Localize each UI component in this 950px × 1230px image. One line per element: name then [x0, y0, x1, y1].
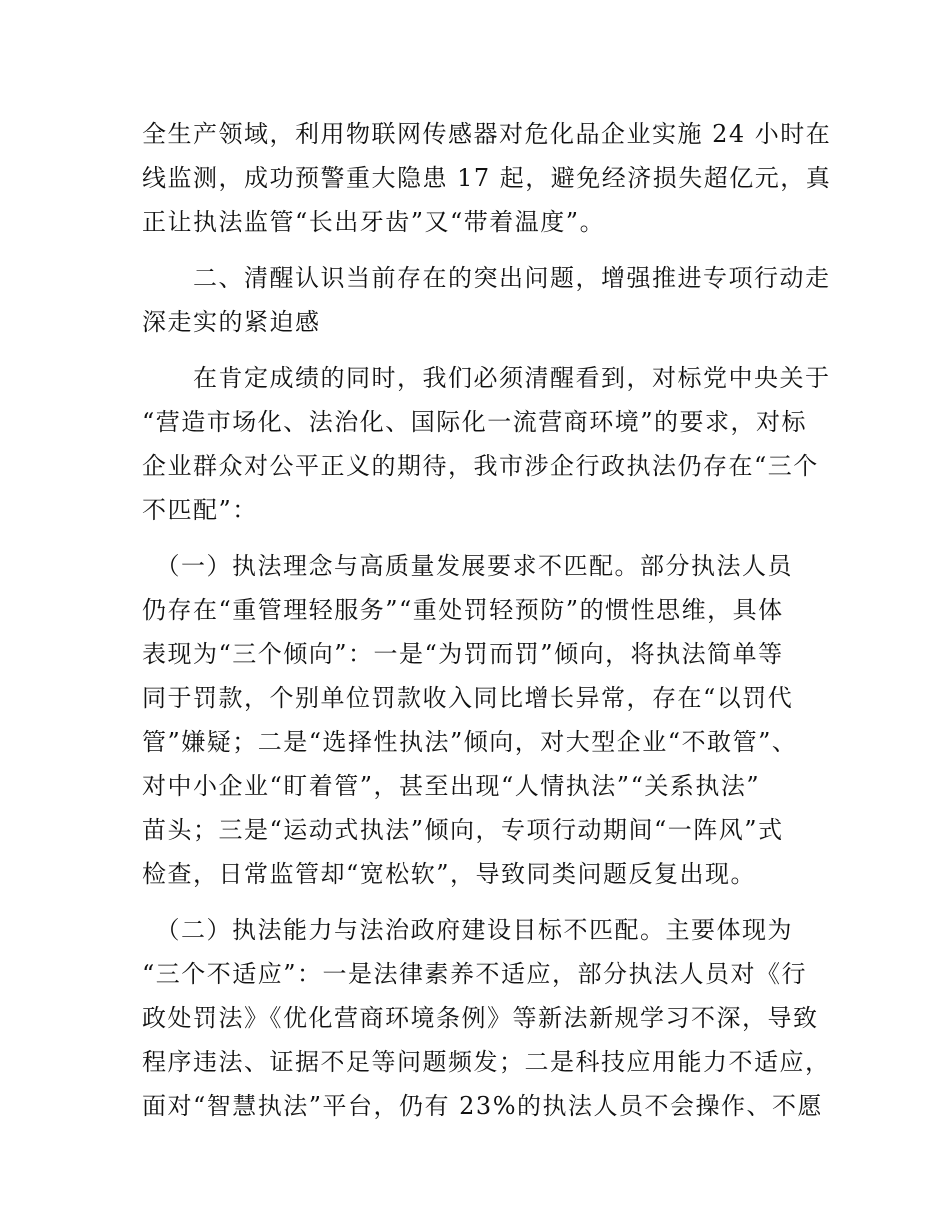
text-line: 政处罚法》《优化营商环境条例》等新法新规学习不深，导致 — [142, 1004, 819, 1032]
text-line: 对中小企业“盯着管”，甚至出现“人情执法”“关系执法” — [142, 772, 761, 800]
text-line: 正让执法监管“长出牙齿”又“带着温度”。 — [142, 208, 606, 236]
text-line: 同于罚款，个别单位罚款收入同比增长异常，存在“以罚代 — [142, 684, 794, 712]
text-line: 二、清醒认识当前存在的突出问题，增强推进专项行动走 — [142, 264, 831, 292]
paragraph-intro-problems — [142, 356, 831, 532]
text-line: 仍存在“重管理轻服务”“重处罚轻预防”的惯性思维，具体 — [142, 596, 784, 624]
paragraph-point-two — [142, 908, 831, 1128]
text-line: 在肯定成绩的同时，我们必须清醒看到，对标党中央关于 — [142, 364, 831, 392]
text-line: 面对“智慧执法”平台，仍有 23%的执法人员不会操作、不愿 — [142, 1092, 824, 1120]
text-line: 表现为“三个倾向”：一是“为罚而罚”倾向，将执法简单等 — [142, 640, 784, 668]
text-line: 检查，日常监管却“宽松软”，导致同类问题反复出现。 — [142, 860, 757, 888]
text-line: 程序违法、证据不足等问题频发；二是科技应用能力不适应， — [142, 1048, 831, 1076]
text-line: 不匹配”： — [142, 496, 258, 524]
paragraph-results-continuation — [142, 112, 832, 244]
text-line: 深走实的紧迫感 — [142, 308, 321, 336]
document-body — [142, 112, 832, 1128]
text-line: 全生产领域，利用物联网传感器对危化品企业实施 24 小时在 — [142, 120, 832, 148]
text-line: 苗头；三是“运动式执法”倾向，专项行动期间“一阵风”式 — [142, 816, 784, 844]
section-heading-two — [142, 256, 831, 344]
text-line: “三个不适应”：一是法律素养不适应，部分执法人员对《行 — [142, 960, 808, 988]
text-line: 企业群众对公平正义的期待，我市涉企行政执法仍存在“三个 — [142, 452, 819, 480]
text-line: 线监测，成功预警重大隐患 17 起，避免经济损失超亿元，真 — [142, 164, 832, 192]
text-line: （二）执法能力与法治政府建设目标不匹配。主要体现为 — [142, 916, 793, 944]
text-line: “营造市场化、法治化、国际化一流营商环境”的要求，对标 — [142, 408, 808, 436]
paragraph-point-one — [142, 544, 822, 896]
text-line: 管”嫌疑；二是“选择性执法”倾向，对大型企业“不敢管”、 — [142, 728, 798, 756]
text-line: （一）执法理念与高质量发展要求不匹配。部分执法人员 — [142, 552, 793, 580]
